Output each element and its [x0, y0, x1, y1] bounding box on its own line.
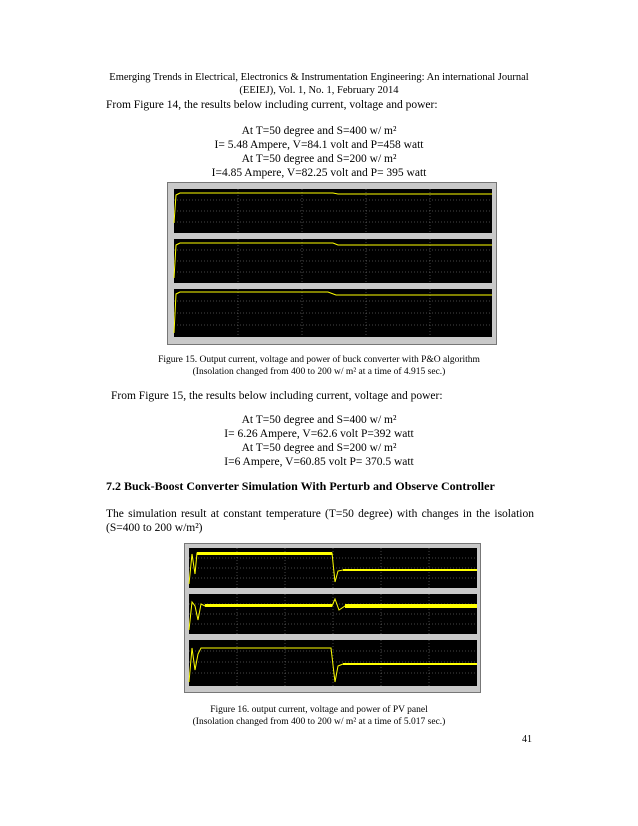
fig15-line-2: I= 6.26 Ampere, V=62.6 volt P=392 watt [224, 428, 414, 440]
fig15-line-3: At T=50 degree and S=200 w/ m² [241, 442, 397, 454]
fig14-line-3: At T=50 degree and S=200 w/ m² [241, 153, 397, 165]
figure-15-caption-1: Figure 15. Output current, voltage and power of buck converter with P&O algorithm [158, 355, 480, 365]
figure-15-scope [167, 182, 497, 345]
fig14-line-4: I=4.85 Ampere, V=82.25 volt and P= 395 watt [211, 167, 427, 179]
figure-16-scope [184, 543, 481, 693]
section-paragraph-line1: The simulation result at constant temperature (T=50 degree) with changes in the isolation [106, 508, 534, 520]
fig15-panel-power [174, 289, 492, 337]
figure-16-caption-2: (Insolation changed from 400 to 200 w/ m² at a time of 5.017 sec.) [192, 717, 446, 727]
page-number: 41 [522, 734, 532, 745]
journal-header-line1: Emerging Trends in Electrical, Electronics & Instrumentation Engineering: An international Journal [109, 72, 529, 83]
figure-15-caption-2: (Insolation changed from 400 to 200 w/ m² at a time of 4.915 sec.) [192, 367, 446, 377]
fig15-panel-voltage [174, 239, 492, 283]
figure-16-caption-1: Figure 16. output current, voltage and power of PV panel [210, 705, 428, 715]
fig14-line-2: I= 5.48 Ampere, V=84.1 volt and P=458 watt [214, 139, 424, 151]
fig15-line-4: I=6 Ampere, V=60.85 volt P= 370.5 watt [224, 456, 414, 468]
fig15-line-1: At T=50 degree and S=400 w/ m² [241, 414, 397, 426]
section-paragraph-line2: (S=400 to 200 w/m²) [106, 522, 203, 534]
journal-header-line2: (EEIEJ), Vol. 1, No. 1, February 2014 [239, 85, 399, 96]
fig16-panel-power [189, 640, 477, 686]
fig16-panel-voltage [189, 594, 477, 634]
fig14-line-1: At T=50 degree and S=400 w/ m² [241, 125, 397, 137]
fig15-panel-current [174, 189, 492, 233]
section-heading: 7.2 Buck-Boost Converter Simulation With Perturb and Observe Controller [106, 479, 495, 493]
fig14-intro: From Figure 14, the results below including current, voltage and power: [106, 99, 438, 111]
fig15-intro: From Figure 15, the results below including current, voltage and power: [111, 390, 443, 402]
fig16-panel-current [189, 548, 477, 588]
